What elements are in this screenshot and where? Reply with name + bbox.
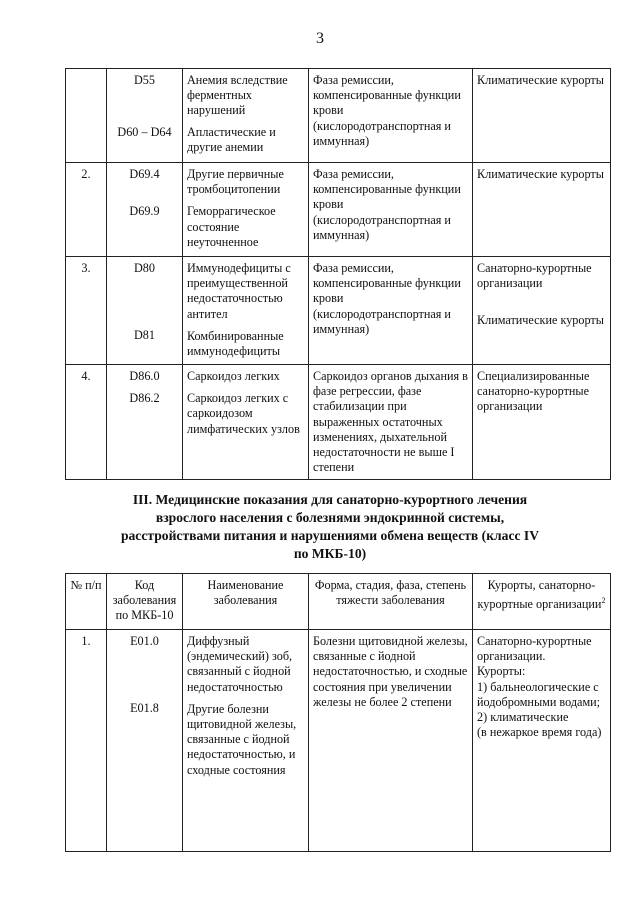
resort-line: Санаторно-курортные организации. (477, 634, 592, 664)
disease-name: Другие болезни щитовидной железы, связанные с йодной недостаточностью, и сходные состояния (187, 701, 297, 777)
disease-name: Диффузный (эндемический) зоб, связанный с йодной недостаточностью (187, 634, 293, 694)
disease-name: Саркоидоз легких с саркоидозом лимфатических узлов (187, 391, 300, 436)
resort-line: Курорты: (477, 664, 526, 679)
icd-code: D60 – D64 (117, 125, 172, 140)
resort-type: Специализированные санаторно-курортные организации (473, 365, 611, 480)
disease-name: Саркоидоз легких (187, 369, 280, 383)
header-form: Форма, стадия, фаза, степень тяжести заболевания (309, 574, 473, 630)
disease-name: Другие первичные тромбоцитопении (187, 167, 284, 197)
disease-form: Саркоидоз органов дыхания в фазе регрессии, фазе стабилизации при выраженных остаточных изменениях, дыхательной недостаточности не выше I степени (309, 365, 473, 480)
row-number: 2. (66, 163, 107, 257)
row-number (66, 69, 107, 163)
resort-line: (в нежаркое время года) (477, 725, 602, 740)
resort-type: Климатические курорты (473, 69, 611, 163)
disease-name: Геморрагическое состояние неуточненное (187, 204, 276, 249)
header-name: Наименование заболевания (183, 574, 309, 630)
disease-form: Болезни щитовидной железы, связанные с йодной недостаточностью, и сходные состояния при увеличении железы не более 2 степени (309, 630, 473, 852)
table-header-row (66, 574, 611, 630)
endocrine-indications-table (65, 573, 611, 852)
resort-line: 1) бальнеологические с йодобромными водами; (477, 679, 601, 709)
indications-table-continued (65, 68, 611, 480)
disease-name: Комбинированные иммунодефициты (187, 328, 284, 359)
icd-code: D69.9 (129, 204, 160, 219)
icd-code: D81 (134, 328, 155, 343)
table-row (66, 163, 611, 257)
header-resort: Курорты, санаторно-курортные организации$^2$ (473, 574, 611, 630)
row-number: 1. (66, 630, 107, 852)
icd-code: D55 (134, 73, 155, 87)
table-row (66, 257, 611, 365)
resort-type: Санаторно-курортные организации (477, 261, 592, 291)
table-row (66, 365, 611, 480)
disease-name: Анемия вследствие ферментных нарушений (187, 73, 288, 118)
icd-code: D69.4 (129, 167, 160, 181)
icd-code: D80 (134, 261, 155, 275)
icd-code: D86.0 (129, 369, 160, 383)
icd-code: D86.2 (129, 391, 160, 406)
disease-form: Фаза ремиссии, компенсированные функции крови (кислородотранспортная и иммунная) (309, 257, 473, 365)
icd-code: E01.8 (130, 701, 159, 716)
disease-form: Фаза ремиссии, компенсированные функции крови (кислородотранспортная и иммунная) (309, 69, 473, 163)
section-title: III. Медицинские показания для санаторно-курортного лечения взрослого населения с болезнями эндокринной системы, расстройствами питания и нарушениями обмена веществ (класс IV по МКБ-10) (120, 492, 540, 561)
header-code: Код заболевания по МКБ-10 (107, 574, 183, 630)
disease-name: Апластические и другие анемии (187, 124, 276, 154)
icd-code: E01.0 (130, 634, 159, 648)
header-num: № п/п (66, 574, 107, 630)
footnote-mark: 2 (601, 596, 606, 606)
table-row (66, 69, 611, 163)
resort-type: Климатические курорты (477, 313, 604, 328)
row-number: 3. (66, 257, 107, 365)
resort-line: 2) климатические (477, 710, 569, 725)
resort-type: Климатические курорты (473, 163, 611, 257)
row-number: 4. (66, 365, 107, 480)
disease-form: Фаза ремиссии, компенсированные функции крови (кислородотранспортная и иммунная) (309, 163, 473, 257)
table-row (66, 630, 611, 852)
page-number: 3 (316, 30, 324, 47)
disease-name: Иммунодефициты с преимущественной недостаточностью антител (187, 261, 291, 321)
